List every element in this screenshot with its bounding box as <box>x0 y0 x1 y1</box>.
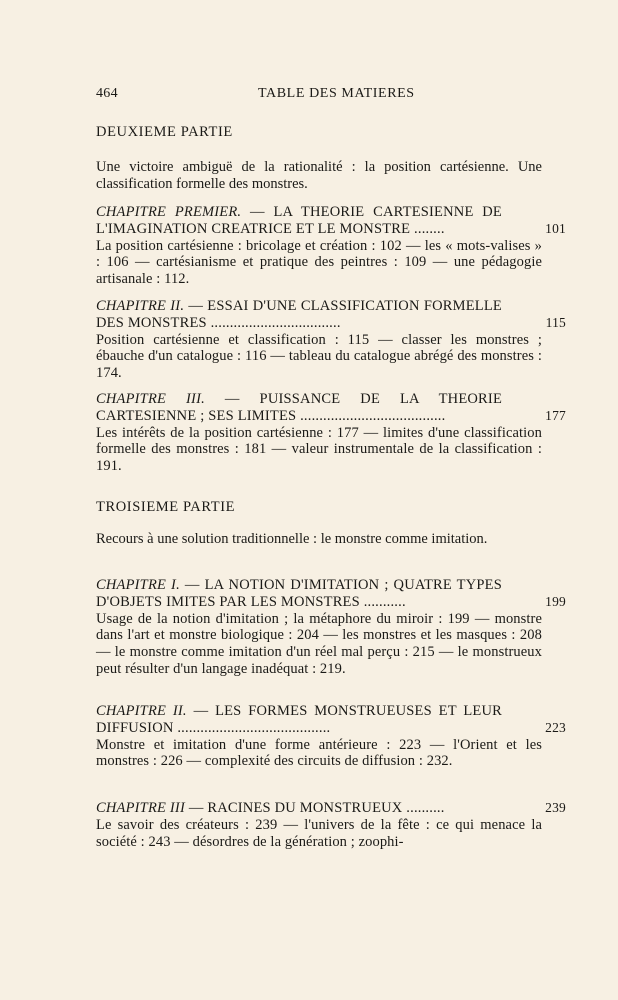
chapter-entry <box>96 298 566 382</box>
chapter-summary: Usage de la notion d'imitation ; la métaphore du miroir : 199 — monstre dans l'art et monstre biologique : 204 — les monstres et les masques : 208 — le monstre comme imitation d'un réel mal perçu : 215 — le monstrueux peut résulter d'un langage inadéquat : 219. <box>96 610 542 677</box>
chapter-entry <box>96 577 566 678</box>
chapter-title <box>96 204 566 238</box>
chapter-title-text: — LA THEORIE CARTESIENNE DE L'IMAGINATION CREATRICE ET LE MONSTRE ........ <box>96 204 502 237</box>
chapter-title-text: — RACINES DU MONSTRUEUX .......... <box>188 800 445 816</box>
chapter-label: CHAPITRE II. <box>96 298 185 314</box>
chapter-label: CHAPITRE III. <box>96 391 205 407</box>
chapter-label: CHAPITRE I. <box>96 577 180 593</box>
chapter-title <box>96 391 566 425</box>
chapter-page-number: 239 <box>545 800 566 815</box>
chapter-page-number: 223 <box>545 719 566 735</box>
chapter-summary: Monstre et imitation d'une forme antérieure : 223 — l'Orient et les monstres : 226 — complexité des circuits de diffusion : 232. <box>96 736 542 770</box>
running-title: TABLE DES MATIERES <box>258 86 415 101</box>
part-heading-deuxieme: DEUXIEME PARTIE <box>96 124 233 140</box>
part-heading-troisieme: TROISIEME PARTIE <box>96 499 236 515</box>
chapter-title-text: — ESSAI D'UNE CLASSIFICATION FORMELLE DES MONSTRES .................................. <box>96 298 502 331</box>
chapter-title <box>96 577 566 611</box>
chapter-page-number: 101 <box>545 220 566 236</box>
chapter-entry <box>96 703 566 770</box>
chapter-label: CHAPITRE II. <box>96 703 187 719</box>
part-intro-troisieme: Recours à une solution traditionnelle : le monstre comme imitation. <box>96 531 488 547</box>
chapter-page-number: 177 <box>545 407 566 423</box>
chapter-label: CHAPITRE PREMIER. <box>96 204 242 220</box>
chapter-page-number: 115 <box>545 314 566 330</box>
chapter-entry <box>96 204 566 288</box>
page-number: 464 <box>96 86 118 101</box>
chapter-title-text: — PUISSANCE DE LA THEORIE CARTESIENNE ; SES LIMITES ...................................... <box>96 391 503 424</box>
chapter-summary: Position cartésienne et classification : 115 — classer les monstres ; ébauche d'un catalogue : 116 — tableau du catalogue abrégé des monstres : 174. <box>96 331 542 382</box>
chapter-entry <box>96 800 566 850</box>
chapter-entry <box>96 391 566 475</box>
chapter-title <box>96 703 566 737</box>
chapter-summary: Les intérêts de la position cartésienne : 177 — limites d'une classification formelle des monstres : 181 — valeur instrumentale de la classification : 191. <box>96 424 542 475</box>
chapter-title-text: — LA NOTION D'IMITATION ; QUATRE TYPES D'OBJETS IMITES PAR LES MONSTRES ........... <box>96 577 502 610</box>
chapter-summary: La position cartésienne : bricolage et création : 102 — les « mots-valises » : 106 — cartésianisme et pratique des peintres : 109 — une pédagogie artisanale : 112. <box>96 237 542 288</box>
chapter-title <box>96 800 566 817</box>
chapter-label: CHAPITRE III <box>96 800 185 816</box>
part-intro-deuxieme: Une victoire ambiguë de la rationalité : la position cartésienne. Une classification formelle des monstres. <box>96 159 542 192</box>
chapter-summary: Le savoir des créateurs : 239 — l'univers de la fête : ce qui menace la société : 243 — désordres de la génération ; zoophi- <box>96 816 542 850</box>
chapter-title <box>96 298 566 332</box>
chapter-title-text: — LES FORMES MONSTRUEUSES ET LEUR DIFFUSION ........................................ <box>96 703 502 736</box>
chapter-page-number: 199 <box>545 593 566 609</box>
